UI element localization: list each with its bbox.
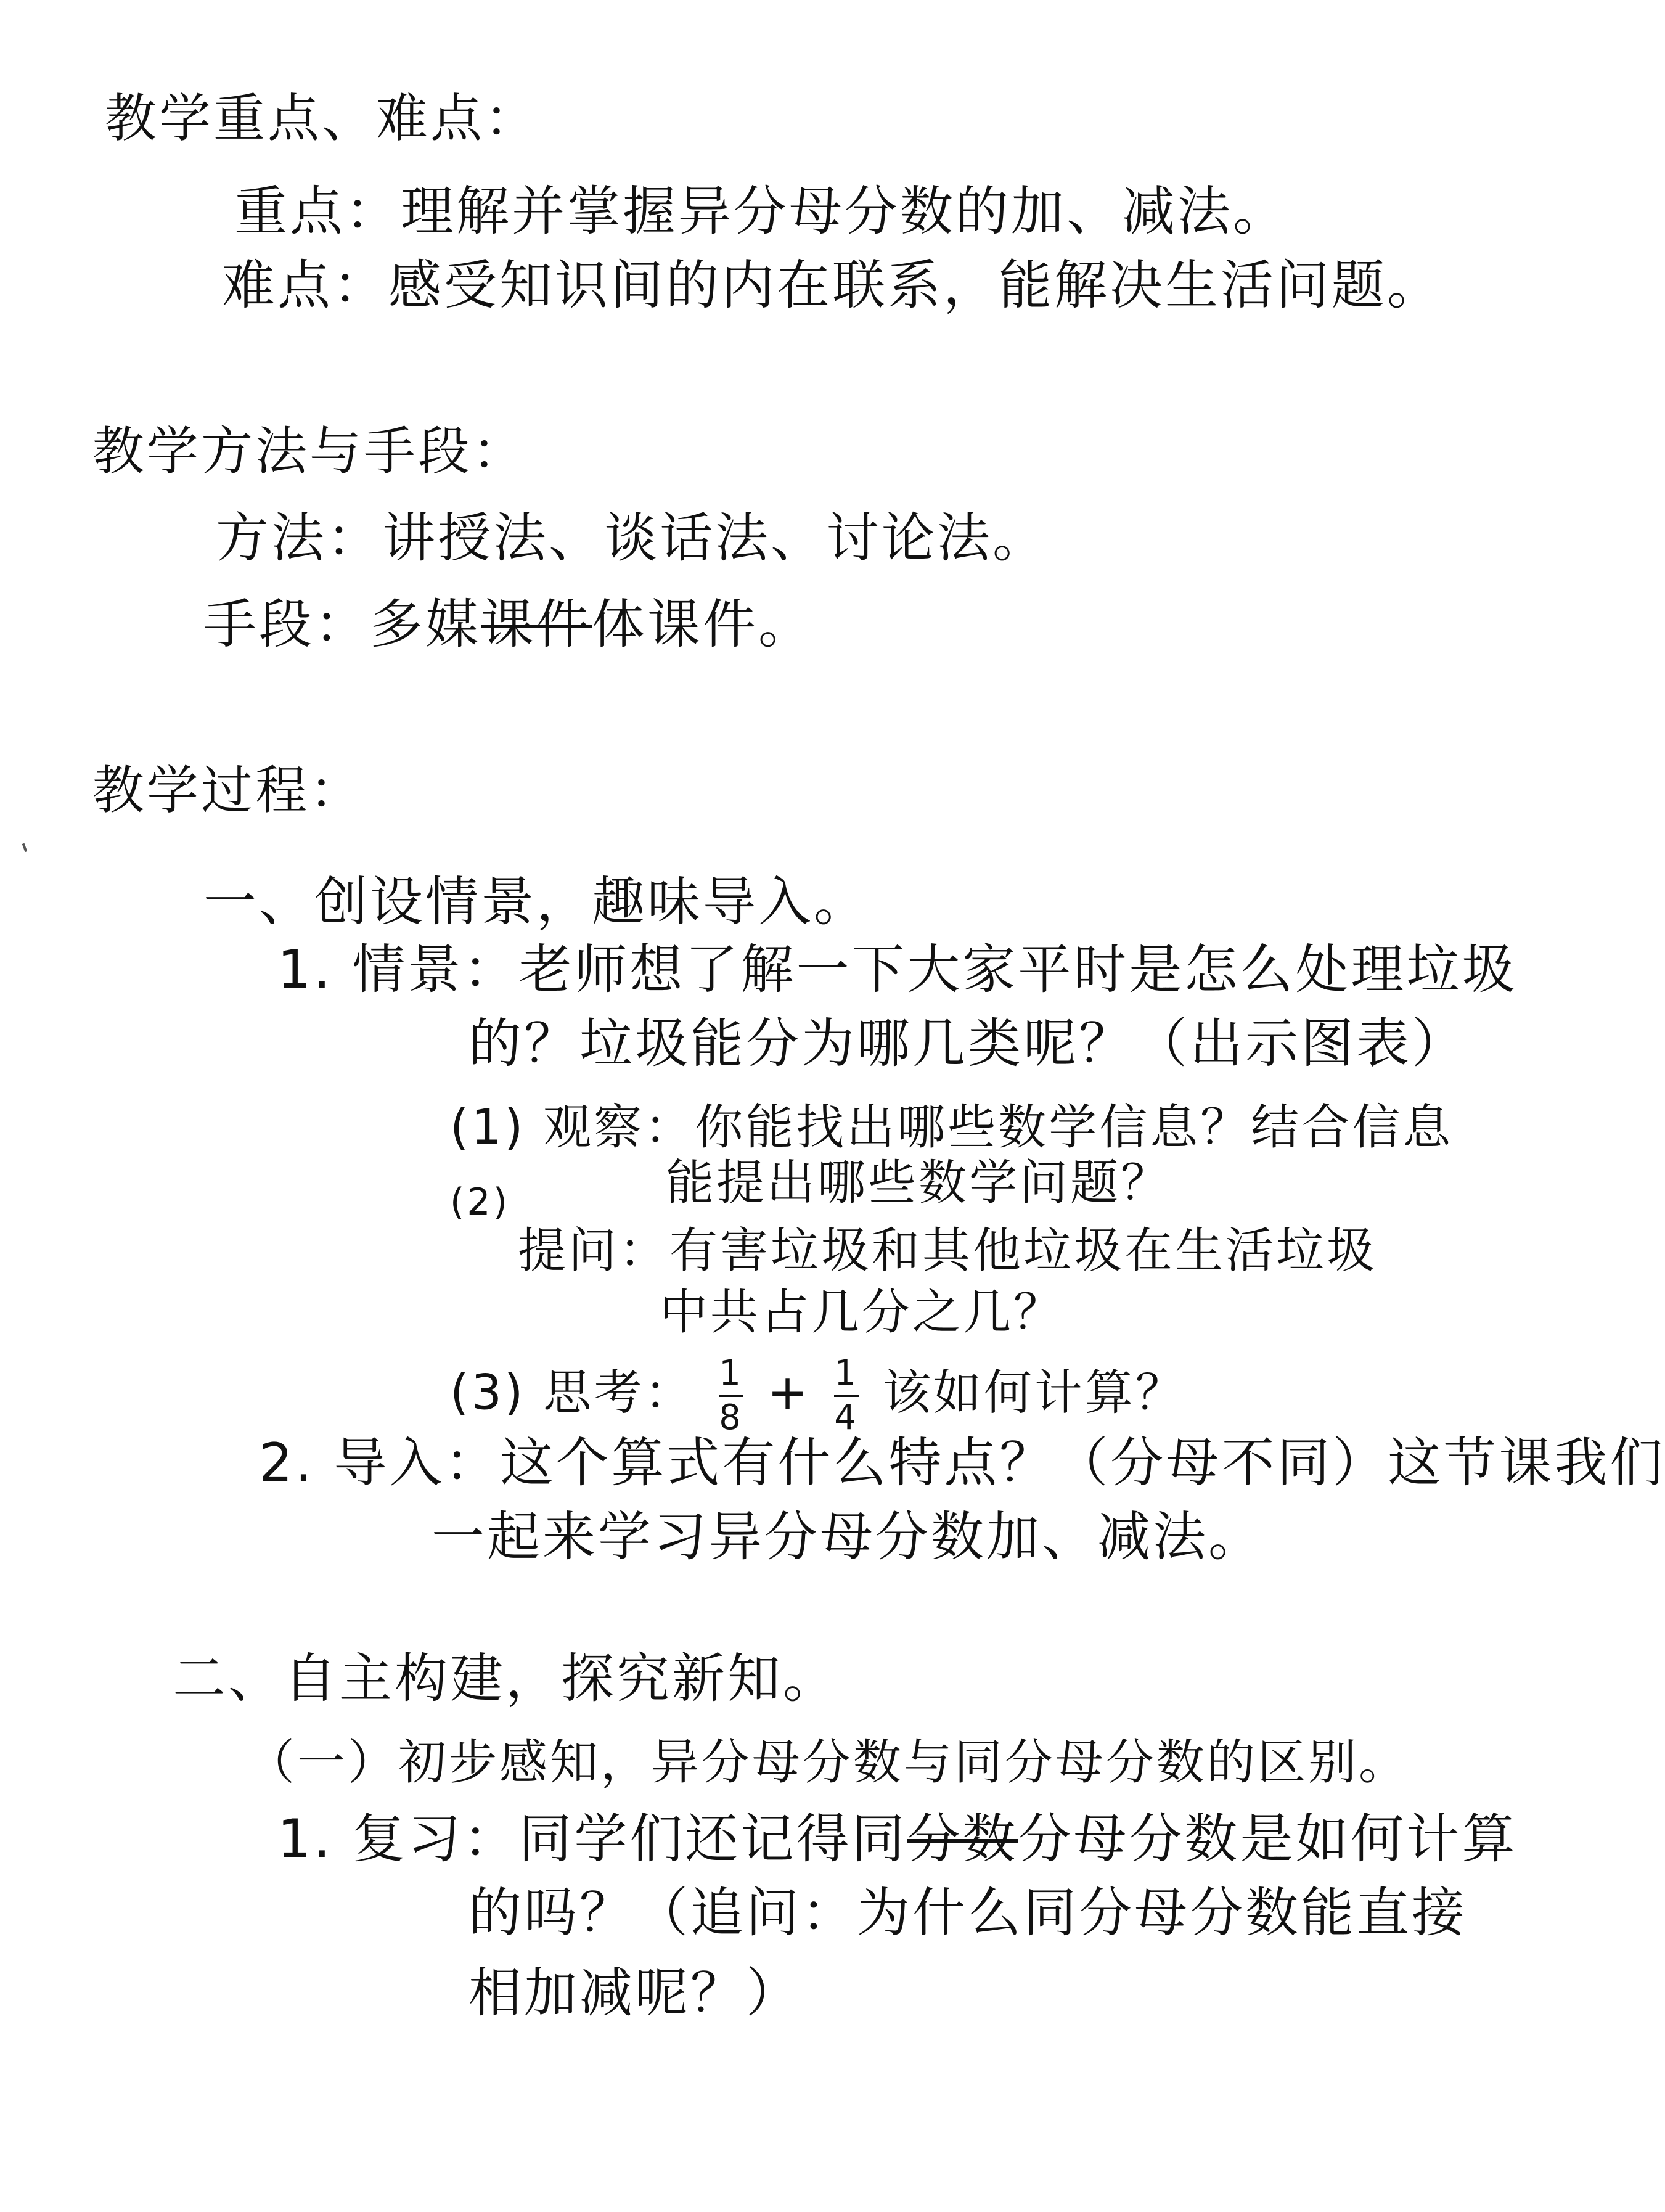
section1-title: 一、创设情景，趣味导入。 [203, 871, 869, 933]
fraction-one-quarter-numerator: 1 [834, 1353, 859, 1393]
means-prefix: 手段：多媒 [203, 594, 481, 655]
section1-item2-line1: 2. 导入：这个算式有什么特点？（分母不同）这节课我们 [259, 1432, 1665, 1494]
process-heading: 教学过程： [92, 760, 364, 821]
means-struck-text: 课件 [481, 594, 592, 655]
method-line: 方法：讲授法、谈话法、讨论法。 [216, 507, 1048, 569]
review-struck-text: 分数 [907, 1808, 1018, 1870]
means-suffix: 体课件。 [592, 594, 814, 655]
question-number: (2) [450, 1181, 510, 1224]
question-line1: 提问：有害垃圾和其他垃圾在生活垃圾 [518, 1223, 1378, 1279]
review-suffix: 分母分数是如何计算 [1018, 1808, 1518, 1870]
section1-item1-line2: 的？垃圾能分为哪几类呢？（出示图表） [468, 1013, 1467, 1075]
think-line [450, 1353, 1186, 1438]
section1-item1-line1: 1. 情景：老师想了解一下大家平时是怎么处理垃圾 [277, 939, 1518, 1001]
review-line2: 的吗？（追问：为什么同分母分数能直接 [468, 1882, 1467, 1944]
stray-pen-mark [22, 843, 28, 853]
fraction-one-eighth-denominator: 8 [719, 1398, 743, 1438]
fraction-bar [719, 1395, 743, 1397]
plus-sign: + [767, 1365, 811, 1421]
fraction-one-eighth-numerator: 1 [719, 1353, 743, 1393]
methods-heading: 教学方法与手段： [92, 421, 527, 481]
observe-line1: (1) 观察：你能找出哪些数学信息？结合信息 [450, 1100, 1454, 1155]
fraction-one-quarter-denominator: 4 [834, 1398, 859, 1438]
key-point: 重点：理解并掌握异分母分数的加、减法。 [234, 181, 1288, 242]
difficult-point: 难点：感受知识间的内在联系，能解决生活问题。 [222, 255, 1442, 316]
fraction-one-eighth [719, 1353, 743, 1438]
fraction-one-quarter [834, 1353, 859, 1438]
section1-item2-line2: 一起来学习异分母分数加、减法。 [432, 1506, 1264, 1568]
observe-line2: 能提出哪些数学问题？ [666, 1155, 1172, 1211]
review-line3: 相加减呢？） [468, 1962, 801, 2024]
focus-heading: 教学重点、难点： [105, 88, 539, 149]
section2-part1-title: （一）初步感知，异分母分数与同分母分数的区别。 [247, 1735, 1410, 1790]
review-line1 [277, 1808, 1518, 1870]
think-prefix: (3) 思考： [450, 1365, 695, 1421]
section2-title: 二、自主构建，探究新知。 [173, 1648, 838, 1710]
review-prefix: 1. 复习：同学们还记得同 [277, 1808, 907, 1870]
fraction-bar [834, 1395, 859, 1397]
means-line [203, 594, 814, 655]
think-suffix: 该如何计算？ [882, 1365, 1186, 1421]
question-line2: 中共占几分之几？ [660, 1285, 1065, 1340]
